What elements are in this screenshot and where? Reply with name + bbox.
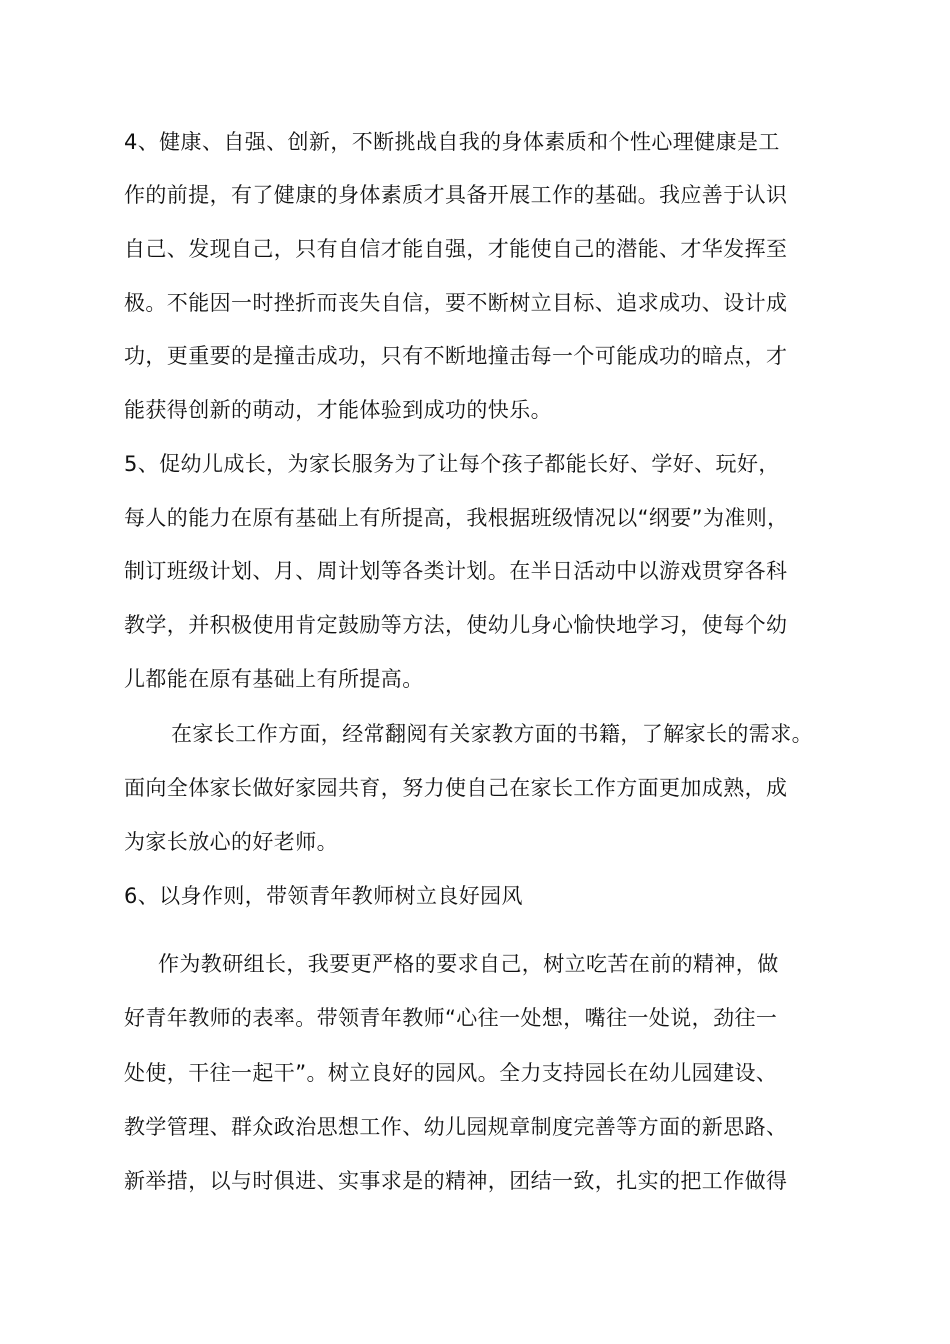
text-line: 为家长放心的好老师。 bbox=[124, 830, 338, 854]
text-line: 制订班级计划、月、周计划等各类计划。在半日活动中以游戏贯穿各科 bbox=[124, 559, 788, 583]
text-line: 在家长工作方面，经常翻阅有关家教方面的书籍，了解家长的需求。 bbox=[171, 722, 813, 746]
text-line: 极。不能因一时挫折而丧失自信，要不断树立目标、追求成功、设计成 bbox=[124, 291, 788, 315]
text-line: 自己、发现自己，只有自信才能自强，才能使自己的潜能、才华发挥至 bbox=[124, 237, 788, 261]
text-line: 作为教研组长，我要更严格的要求自己，树立吃苦在前的精神，做 bbox=[158, 952, 779, 976]
text-line: 新举措，以与时俱进、实事求是的精神，团结一致，扎实的把工作做得 bbox=[124, 1169, 788, 1193]
text-line: 儿都能在原有基础上有所提高。 bbox=[124, 667, 424, 691]
section-heading: 6、以身作则，带领青年教师树立良好园风 bbox=[124, 884, 523, 908]
text-line: 能获得创新的萌动，才能体验到成功的快乐。 bbox=[124, 398, 552, 422]
text-line: 好青年教师的表率。带领青年教师“心往一处想，嘴往一处说，劲往一 bbox=[124, 1006, 778, 1030]
text-line: 作的前提，有了健康的身体素质才具备开展工作的基础。我应善于认识 bbox=[124, 183, 788, 207]
text-line: 面向全体家长做好家园共育，努力使自己在家长工作方面更加成熟，成 bbox=[124, 776, 788, 800]
text-line: 5、促幼儿成长，为家长服务为了让每个孩子都能长好、学好、玩好， bbox=[124, 452, 780, 476]
text-line: 4、健康、自强、创新，不断挑战自我的身体素质和个性心理健康是工 bbox=[124, 130, 780, 154]
text-line: 教学，并积极使用肯定鼓励等方法，使幼儿身心愉快地学习，使每个幼 bbox=[124, 613, 788, 637]
text-line: 功，更重要的是撞击成功，只有不断地撞击每一个可能成功的暗点，才 bbox=[124, 344, 788, 368]
text-line: 教学管理、群众政治思想工作、幼儿园规章制度完善等方面的新思路、 bbox=[124, 1115, 788, 1139]
text-line: 每人的能力在原有基础上有所提高，我根据班级情况以“纲要”为准则， bbox=[124, 506, 789, 530]
text-line: 处使，干往一起干”。树立良好的园风。全力支持园长在幼儿园建设、 bbox=[124, 1061, 778, 1085]
